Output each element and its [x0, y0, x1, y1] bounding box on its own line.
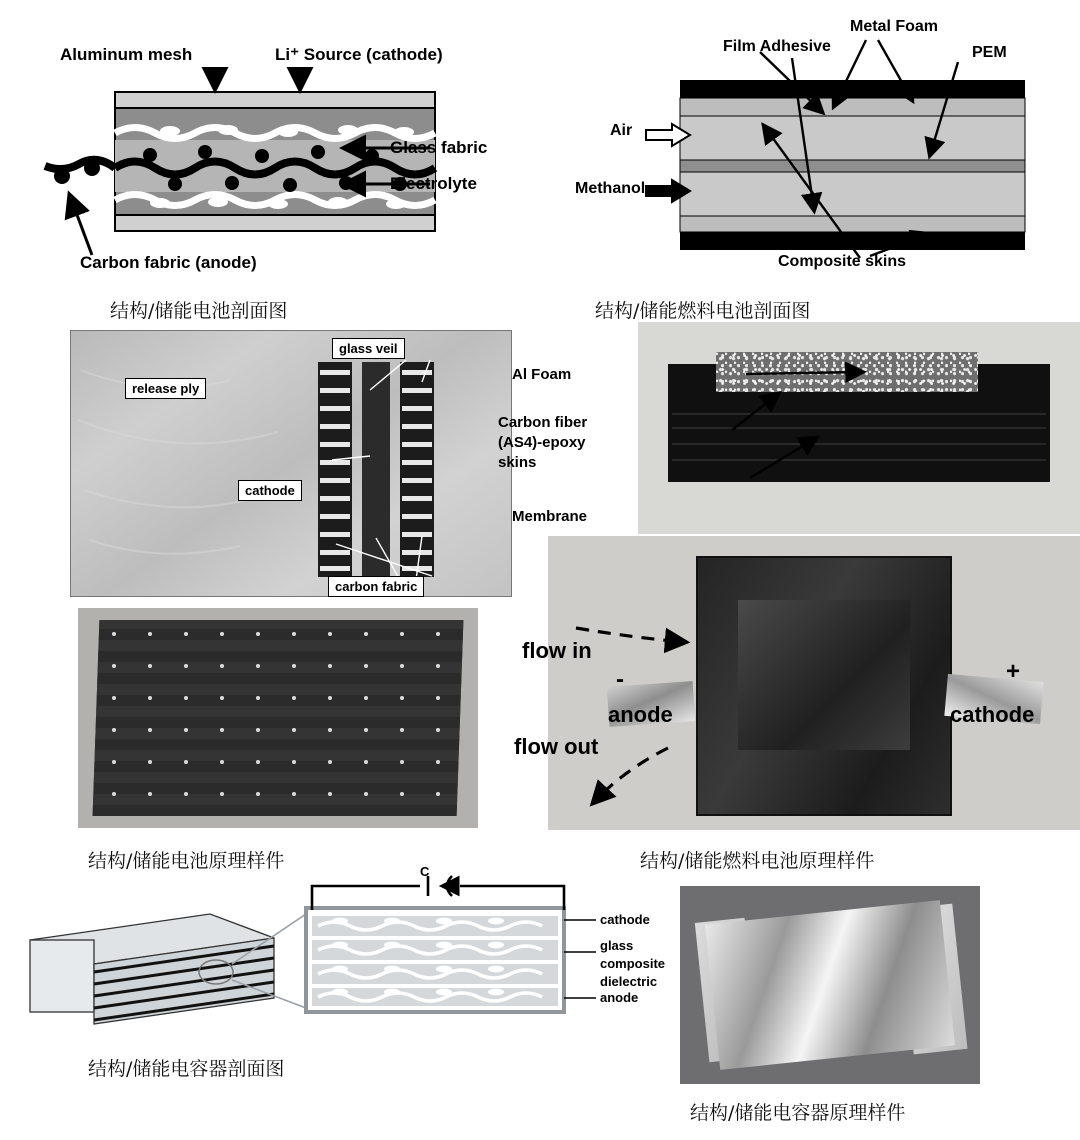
tag-cathode: cathode	[238, 480, 302, 501]
alfoam-photo-figure	[498, 322, 1080, 534]
label-al-foam: Al Foam	[512, 366, 572, 383]
tag-glass-veil: glass veil	[332, 338, 405, 359]
label-film-adhesive: Film Adhesive	[723, 38, 831, 55]
label-carbon-fiber-skins-1: Carbon fiber	[498, 414, 588, 431]
capacitor-demonstrator-figure	[680, 886, 980, 1084]
label-flow-in: flow in	[522, 638, 592, 663]
tag-release-ply: release ply	[125, 378, 206, 399]
label-electrolyte: Electrolyte	[390, 174, 477, 193]
caption-capacitor-demonstrator: 结构/储能电容器原理样件	[690, 1102, 906, 1124]
label-carbon-fiber-skins-2: (AS4)-epoxy	[498, 434, 586, 451]
label-li-source: Li⁺ Source (cathode)	[275, 45, 443, 64]
capacitor-schematic-drawing	[20, 880, 680, 1050]
caption-fuelcell-demonstrator: 结构/储能燃料电池原理样件	[640, 850, 875, 872]
label-glass-fabric: Glass fabric	[390, 138, 488, 157]
caption-battery-demonstrator: 结构/储能电池原理样件	[88, 850, 285, 872]
label-carbon-fabric-anode: Carbon fabric (anode)	[80, 253, 257, 272]
capacitor-demonstrator-photo	[680, 886, 980, 1084]
caption-fuelcell-cross-section: 结构/储能燃料电池剖面图	[595, 300, 811, 322]
label-flow-out: flow out	[514, 734, 599, 759]
tag-carbon-fabric: carbon fabric	[328, 576, 424, 597]
label-metal-foam: Metal Foam	[850, 18, 939, 35]
caption-capacitor-schematic: 结构/储能电容器剖面图	[88, 1058, 285, 1080]
label-aluminum-mesh: Aluminum mesh	[60, 45, 193, 64]
label-membrane: Membrane	[512, 508, 588, 525]
flow-arrows-overlay	[548, 536, 1080, 830]
label-pem: PEM	[972, 44, 1007, 61]
alfoam-overlay	[638, 322, 1080, 534]
label-cap-composite: composite	[600, 956, 666, 971]
alfoam-photo	[638, 322, 1080, 534]
label-capacitance-c: C	[420, 864, 430, 879]
label-cathode-sign: +	[1006, 658, 1021, 685]
label-methanol: Methanol	[575, 180, 646, 197]
label-carbon-fiber-skins-3: skins	[498, 454, 537, 471]
capacitor-schematic-figure	[20, 864, 680, 1050]
label-cap-dielectric: dielectric	[600, 974, 658, 989]
label-anode-sign: -	[616, 666, 624, 693]
fuelcell-demonstrator-figure	[514, 536, 1080, 830]
battery-demonstrator-photo	[78, 608, 478, 828]
battery-cross-section-figure	[0, 0, 560, 300]
capacitor-specimen	[705, 900, 955, 1070]
label-composite-skins: Composite skins	[778, 253, 907, 270]
label-cap-cathode: cathode	[600, 912, 650, 927]
label-cap-anode: anode	[600, 990, 639, 1005]
battery-demonstrator-figure	[78, 608, 478, 828]
release-ply-photo-figure	[70, 330, 510, 595]
label-anode: anode	[608, 702, 673, 727]
caption-battery-cross-section: 结构/储能电池剖面图	[110, 300, 288, 322]
label-cathode: cathode	[950, 702, 1035, 727]
release-ply-overlay	[70, 330, 510, 595]
stitch-dots-overlay	[96, 620, 460, 816]
label-air: Air	[610, 122, 633, 139]
fuelcell-demonstrator-photo	[548, 536, 1080, 830]
fuelcell-cross-section-figure	[560, 0, 1080, 300]
label-cap-glass: glass	[600, 938, 634, 953]
